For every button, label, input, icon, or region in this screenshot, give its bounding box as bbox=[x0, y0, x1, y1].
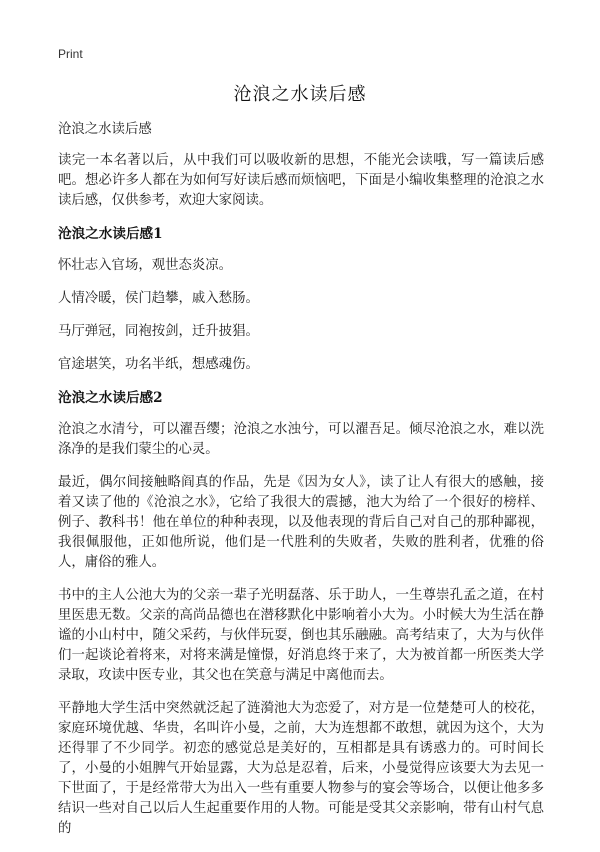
section-heading-2: 沧浪之水读后感2 bbox=[58, 390, 163, 406]
document-title: 沧浪之水读后感 bbox=[233, 84, 367, 105]
print-link[interactable]: Print bbox=[58, 47, 83, 61]
body-paragraph: 书中的主人公池大为的父亲一辈子光明磊落、乐于助人，一生尊崇孔孟之道，在村里医患无数。父亲的高尚品德也在潜移默化中影响着小大为。小时候大为生活在静谧的小山村中，随父采药，与伙伴玩耍，倒也其乐融融。高考结束了，大为与伙伴们一起谈论着将来，对将来满是憧憬，好消息终于来了，大为被首都一所医类大学录取，攻读中医专业，其父也在笑意与满足中离他而去。 bbox=[58, 588, 544, 683]
section-heading-1: 沧浪之水读后感1 bbox=[58, 226, 163, 242]
poem-line: 怀壮志入官场，观世态炎凉。 bbox=[58, 258, 233, 273]
intro-paragraph: 读完一本名著以后，从中我们可以吸收新的思想，不能光会读哦，写一篇读后感吧。想必许多人都在为如何写好读后感而烦恼吧，下面是小编收集整理的沧浪之水读后感，仅供参考，欢迎大家阅读。 bbox=[58, 153, 544, 208]
poem-line: 官途堪笑，功名半纸，想感魂伤。 bbox=[58, 357, 259, 372]
body-paragraph: 平静地大学生活中突然就泛起了涟漪池大为恋爱了，对方是一位楚楚可人的校花，家庭环境优越、华贵，名叫许小曼，之前，大为连想都不敢想，就因为这个，大为还得罪了不少同学。初恋的感觉总是美好的，互相都是具有诱惑力的。可时间长了，小曼的小姐脾气开始显露，大为总是忍着，后来，小曼觉得应该要大为去见一下世面了，于是经常带大为出入一些有重要人物参与的宴会等场合，以便让他多多结识一些对自己以后人生起重要作用的人物。可能是受其父亲影响，带有山村气息的 bbox=[58, 701, 544, 836]
poem-line: 人情冷暖，侯门趋攀，戚入愁肠。 bbox=[58, 291, 259, 306]
poem-line: 马厅弹冠，同袍按剑，迁升披猖。 bbox=[58, 324, 259, 339]
body-paragraph: 沧浪之水清兮，可以濯吾缨；沧浪之水浊兮，可以濯吾足。倾尽沧浪之水，难以洗涤净的是我们蒙尘的心灵。 bbox=[58, 422, 544, 457]
body-paragraph: 最近，偶尔间接触略阎真的作品，先是《因为女人》，读了让人有很大的感触，接着又读了他的《沧浪之水》，它给了我很大的震撼，池大为给了一个很好的榜样、例子、教科书！他在单位的种种表现，以及他表现的背后自己对自己的那种鄙视，我很佩服他，正如他所说，他们是一代胜利的失败者，失败的胜利者，优雅的俗人，庸俗的雅人。 bbox=[58, 475, 544, 570]
document-subtitle: 沧浪之水读后感 bbox=[58, 122, 152, 137]
document-body bbox=[58, 120, 544, 852]
